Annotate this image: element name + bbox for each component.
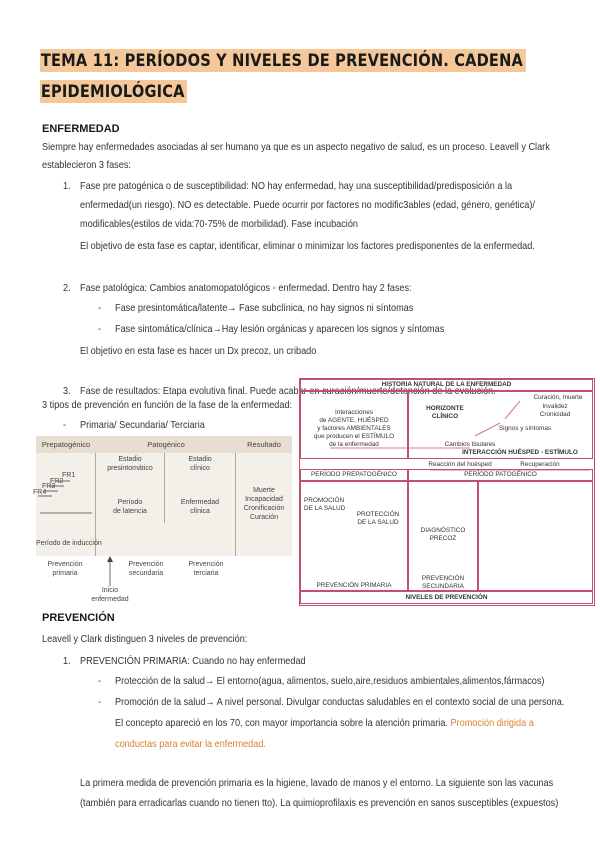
sub-list-item: Fase sintomática/clínica→Hay lesión orgánicas y aparecen los signos y síntomas — [115, 324, 445, 335]
list-number: 1. — [63, 656, 71, 667]
list-number: 2. — [63, 283, 71, 294]
fig2-curacion: Curación, muerte — [533, 394, 583, 401]
page-title-line-2: EPIDEMIOLÓGICA — [40, 80, 187, 103]
list-item-text: Fase de resultados: Etapa evolutiva final. Puede acabar en curación/muerte/detención de la evolución. — [80, 386, 496, 397]
label-enfermedad-clinica: Enfermedad clínica — [180, 499, 220, 515]
text-highlight-orange: conductas para evitar la enfermedad. — [115, 739, 266, 750]
sub-list-item: Primaria/ Secundaria/ Terciaria — [80, 420, 205, 431]
fig2-recuperacion: Recuperación — [520, 461, 560, 468]
list-number: 1. — [63, 181, 71, 192]
bullet-dash: - — [63, 420, 67, 431]
fig2-signos: Signos y síntomas — [498, 425, 552, 432]
bullet-dash: - — [98, 676, 102, 687]
fig2-niveles: NIVELES DE PREVENCIÓN — [405, 594, 488, 601]
header-patogenico: Patogénico — [96, 436, 236, 453]
label-fr4: FR4 — [33, 489, 47, 496]
list-item-text: El objetivo de esta fase es captar, identificar, eliminar o minimizar los factores predisponentes de la enfermedad. — [80, 241, 535, 252]
list-item-text: modificables(estilos de vida:70-75% de morbilidad). Fase incubación — [80, 219, 359, 230]
fig2-prev-primaria: PREVENCIÓN PRIMARIA — [316, 582, 392, 589]
figure-natural-history-phases — [33, 436, 292, 608]
section-heading-prevencion: PREVENCIÓN — [42, 612, 115, 624]
fig2-prepat: PERÍODO PREPATOGÉNICO — [311, 471, 397, 478]
label-inicio-enfermedad: Inicio enfermedad — [91, 587, 129, 603]
paragraph-line: 3 tipos de prevención en función de la fase de la enfermedad: — [42, 400, 293, 411]
fig2-interacciones: Interacciones de AGENTE, HUÉSPED y factores AMBIENTALES que producen el ESTÍMULO de la enfermedad — [313, 409, 395, 448]
list-item-text: Fase patológica: Cambios anatomopatológicos ◦ enfermedad. Dentro hay 2 fases: — [80, 283, 412, 294]
label-fr2: FR2 — [50, 478, 64, 485]
paragraph-line: Leavell y Clark distinguen 3 niveles de prevención: — [42, 634, 248, 645]
bullet-dash: - — [98, 697, 102, 708]
label-fr3: FR3 — [42, 483, 56, 490]
figure-body — [33, 453, 292, 556]
label-periodo-latencia: Período de latencia — [113, 499, 147, 515]
page-title-line-1: TEMA 11: PERÍODOS Y NIVELES DE PREVENCIÓN. CADENA — [40, 49, 526, 72]
fig2-cambios: Cambios tisulares — [444, 441, 496, 448]
sub-list-item: Protección de la salud→ El entorno(agua, alimentos, suelo,aire,residuos ambientales,alimentos,fármacos) — [115, 676, 545, 687]
sub-list-item: Promoción de la salud→ A nivel personal. Divulgar conductas saludables en el contexto social de una persona. — [115, 697, 565, 708]
list-item-text: El objetivo en esta fase es hacer un Dx precoz, un cribado — [80, 346, 317, 357]
text-highlight-orange: Promoción dirigida a — [450, 718, 534, 729]
figure-historia-natural — [299, 378, 595, 606]
list-number: 3. — [63, 386, 71, 397]
list-item-text: PREVENCIÓN PRIMARIA: Cuando no hay enfermedad — [80, 656, 306, 667]
label-prevencion-secundaria: Prevención secundaria — [128, 561, 164, 577]
divider — [164, 453, 165, 523]
list-item-text: Fase pre patogénica o de susceptibilidad: NO hay enfermedad, hay una susceptibilidad/predisposición a la — [80, 181, 513, 192]
paragraph-line: La primera medida de prevención primaria es la higiene, lavado de manos y el entorno. La siguiente son las vacunas — [80, 778, 554, 789]
fig2-reaccion: Reacción del huésped — [428, 461, 492, 468]
text-normal: El concepto apareció en los 70, con mayor importancia sobre la atención primaria. — [115, 718, 451, 729]
header-prepatogenico: Prepatogénico — [36, 436, 96, 453]
fig2-title: HISTORIA NATURAL DE LA ENFERMEDAD — [381, 381, 512, 388]
fig2-promocion: PROMOCIÓN DE LA SALUD — [304, 497, 346, 512]
fig2-proteccion: PROTECCIÓN DE LA SALUD — [356, 511, 400, 526]
label-fr1: FR1 — [62, 472, 76, 479]
label-periodo-induccion: Período de inducción — [36, 540, 102, 547]
fig2-interaccion: INTERACCIÓN HUÉSPED - ESTÍMULO — [462, 449, 578, 456]
list-item-text: enfermedad(un riesgo). NO es detectable. Puede ocurrir por factores no modific3ables (edad, género, genética)/ — [80, 200, 535, 211]
fig2-horizonte: HORIZONTE CLÍNICO — [426, 405, 464, 420]
fig2-prev-secundaria: PREVENCIÓN SECUNDARIA — [421, 575, 465, 590]
fig2-arrows — [300, 391, 593, 471]
fig2-pat: PERÍODO PATOGÉNICO — [464, 471, 537, 478]
header-resultado: Resultado — [236, 436, 292, 453]
label-estadio-clinico: Estadio clínico — [188, 456, 212, 472]
bullet-dash: - — [98, 324, 102, 335]
bullet-dash: - — [98, 303, 102, 314]
paragraph-line: Siempre hay enfermedades asociadas al ser humano ya que es un aspecto negativo de salud, es un proceso. Leavell y Clark — [42, 142, 550, 153]
label-prevencion-terciaria: Prevención terciaria — [188, 561, 224, 577]
label-estadio-presintomatico: Estadio presintomático — [107, 456, 153, 472]
label-prevencion-primaria: Prevención primaria — [47, 561, 83, 577]
fig2-invalidez: Invalidez Cronicidad — [539, 403, 571, 418]
sub-list-item — [115, 717, 534, 730]
label-resultado: Muerte Incapacidad Cronificación Curación — [243, 487, 285, 521]
section-heading-enfermedad: ENFERMEDAD — [42, 123, 120, 135]
sub-list-item: Fase presintomática/latente→ Fase subclínica, no hay signos ni síntomas — [115, 303, 414, 314]
paragraph-line: (también para erradicarlas cuando no tienen tto). La quimioprofilaxis es prevención en sanos susceptibles (expuestos) — [80, 798, 559, 809]
fig2-cell-terciaria — [478, 481, 593, 591]
fig2-diagnostico: DIAGNÓSTICO PRECOZ — [420, 527, 466, 542]
paragraph-line: establecieron 3 fases: — [42, 160, 131, 171]
